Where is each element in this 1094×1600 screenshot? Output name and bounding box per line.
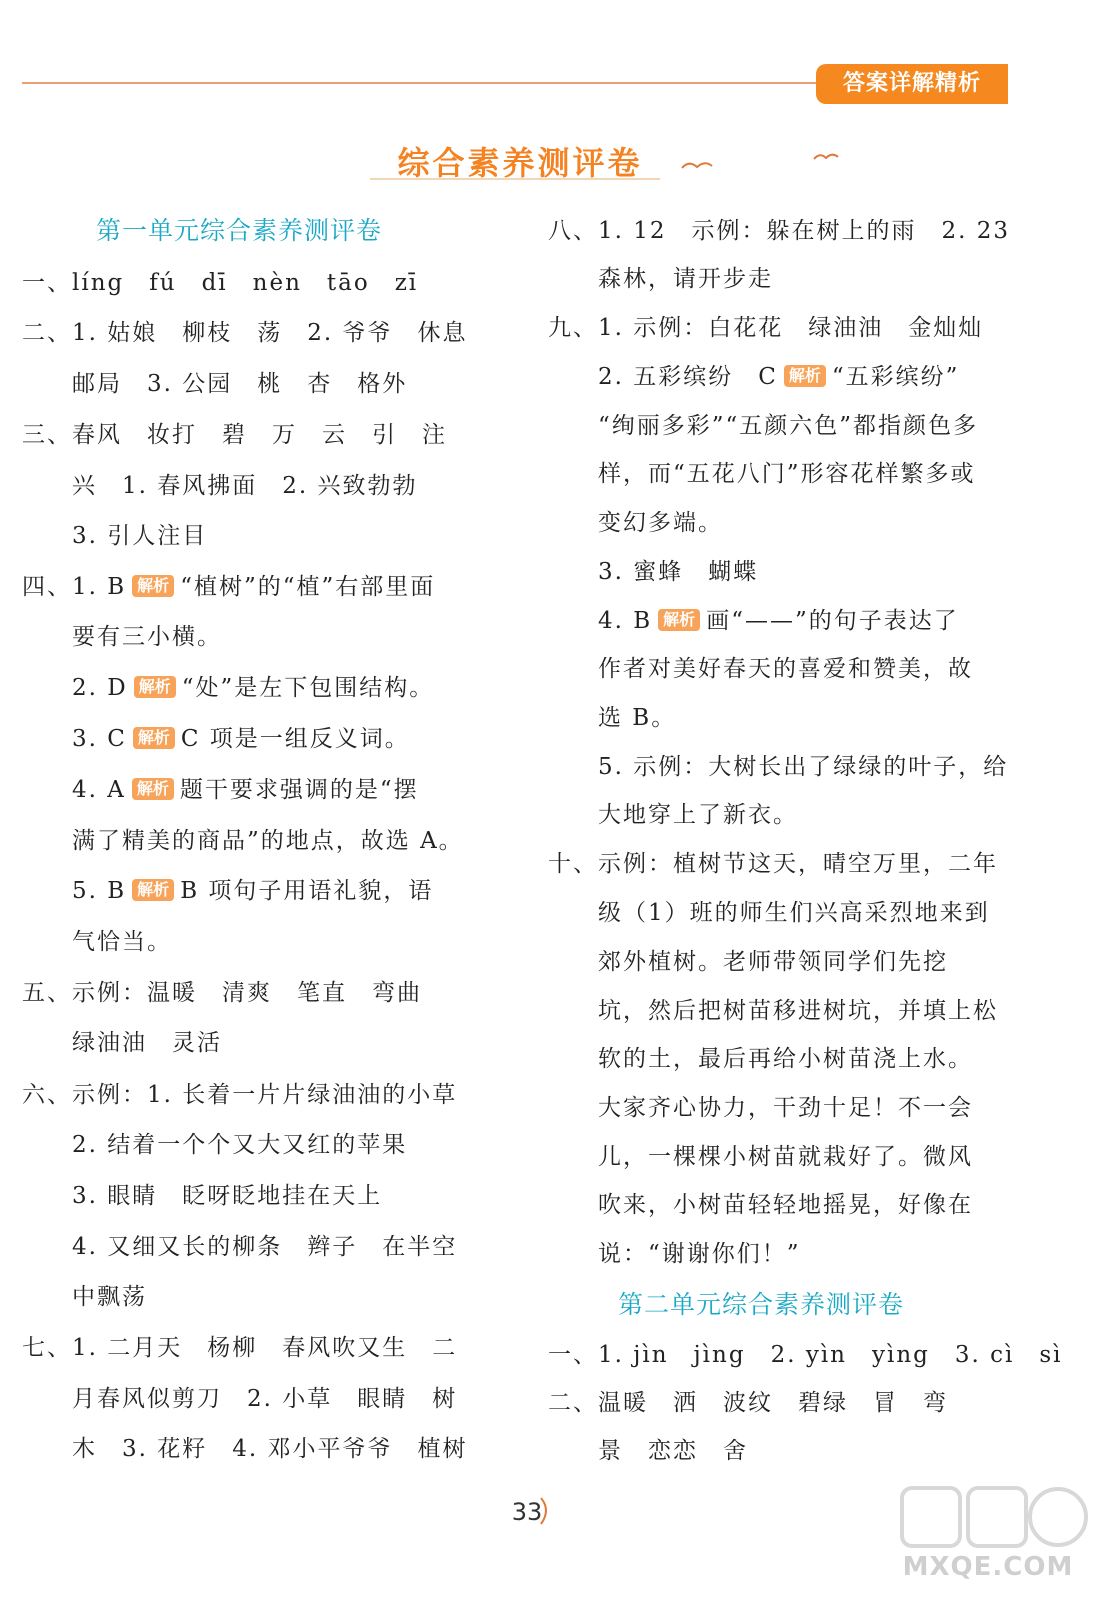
answer-line: [22, 570, 435, 604]
answer-line: [72, 671, 434, 705]
answer-line: 森林，请开步走: [598, 266, 773, 292]
answer-text: 2. D: [72, 675, 128, 701]
analysis-text: C 项是一组反义词。: [180, 726, 410, 752]
answer-line: 级（1）班的师生们兴高采烈地来到: [598, 900, 990, 926]
answer-line: 二、1. 姑娘 柳枝 荡 2. 爷爷 休息: [22, 320, 468, 346]
answer-line: 3. 眼睛 眨呀眨地挂在天上: [72, 1183, 383, 1209]
answer-line: [72, 722, 410, 756]
answer-line: 样，而“五花八门”形容花样繁多或: [598, 461, 976, 487]
answer-line: 吹来，小树苗轻轻地摇晃，好像在: [598, 1192, 973, 1218]
analysis-text: 画“——”的句子表达了: [706, 608, 959, 634]
answer-line: 5. 示例：大树长出了绿绿的叶子，给: [598, 754, 1009, 780]
answer-line: 邮局 3. 公园 桃 杏 格外: [72, 371, 408, 397]
answer-banner: 答案详解精析: [816, 64, 1008, 104]
answer-line: 3. 蜜蜂 蝴蝶: [598, 559, 759, 585]
answer-line: [598, 360, 959, 394]
answer-line: 二、温暖 洒 波纹 碧绿 冒 弯: [548, 1390, 948, 1416]
answer-line: [72, 773, 419, 807]
answer-line: 十、示例：植树节这天，晴空万里，二年: [548, 851, 998, 877]
answer-line: 八、1. 12 示例：躲在树上的雨 2. 23: [548, 218, 1011, 244]
section-title-unit-1: 第一单元综合素养测评卷: [96, 216, 383, 245]
analysis-tag: 解析: [784, 365, 826, 387]
answer-line: 月春风似剪刀 2. 小草 眼睛 树: [72, 1386, 458, 1412]
analysis-tag: 解析: [132, 575, 174, 597]
answer-line: 五、示例：温暖 清爽 笔直 弯曲: [22, 980, 422, 1006]
answer-text: 四、1. B: [22, 574, 127, 600]
answer-text: 4. A: [72, 777, 126, 803]
analysis-tag: 解析: [658, 609, 700, 631]
header-rule: [22, 82, 832, 84]
answer-line: 说：“谢谢你们！”: [598, 1241, 801, 1267]
answer-line: 六、示例：1. 长着一片片绿油油的小草: [22, 1082, 458, 1108]
answer-line: 中飘荡: [72, 1284, 147, 1310]
analysis-text: B 项句子用语礼貌，语: [180, 878, 434, 904]
answer-line: 儿，一棵棵小树苗就栽好了。微风: [598, 1144, 973, 1170]
analysis-tag: 解析: [134, 676, 176, 698]
answer-line: 2. 结着一个个又大又红的苹果: [72, 1132, 408, 1158]
page-number: 33: [511, 1498, 543, 1526]
answer-line: 兴 1. 春风拂面 2. 兴致勃勃: [72, 473, 418, 499]
bird-icon: [812, 150, 840, 164]
bird-icon: [680, 158, 714, 174]
answer-line: 绿油油 灵活: [72, 1030, 222, 1056]
answer-line: 大地穿上了新衣。: [598, 802, 798, 828]
page-title: 综合素养测评卷: [397, 144, 643, 182]
analysis-text: “五彩缤纷”: [831, 364, 960, 390]
answer-line: 4. 又细又长的柳条 辫子 在半空: [72, 1234, 458, 1260]
answer-line: 七、1. 二月天 杨柳 春风吹又生 二: [22, 1335, 458, 1361]
analysis-tag: 解析: [132, 778, 174, 800]
watermark-text: MXQE.COM: [902, 1552, 1074, 1582]
answer-line: [72, 874, 433, 908]
answer-line: 一、1. jìn jìng 2. yìn yìng 3. cì sì: [548, 1342, 1063, 1368]
answer-line: “绚丽多彩”“五颜六色”都指颜色多: [598, 413, 979, 439]
answer-text: 4. B: [598, 608, 653, 634]
page-curl-icon: [538, 1496, 552, 1526]
analysis-text: “处”是左下包围结构。: [181, 675, 435, 701]
analysis-text: 题干要求强调的是“摆: [179, 777, 419, 803]
answer-line: 三、春风 妆打 碧 万 云 引 注: [22, 422, 447, 448]
answer-line: 气恰当。: [72, 929, 172, 955]
answer-line: 九、1. 示例：白花花 绿油油 金灿灿: [548, 315, 984, 341]
watermark-logo-icon: [888, 1480, 1088, 1556]
answer-text: 3. C: [72, 726, 127, 752]
answer-line: 景 恋恋 舍: [598, 1438, 748, 1464]
section-title-unit-2: 第二单元综合素养测评卷: [618, 1290, 905, 1319]
answer-text: 2. 五彩缤纷 C: [598, 364, 778, 390]
answer-line: [598, 604, 959, 638]
answer-line: 要有三小横。: [72, 624, 222, 650]
title-underline: [370, 178, 660, 180]
analysis-tag: 解析: [132, 879, 174, 901]
answer-line: 变幻多端。: [598, 510, 723, 536]
answer-line: 作者对美好春天的喜爱和赞美，故: [598, 656, 973, 682]
answer-line: 大家齐心协力，干劲十足！不一会: [598, 1095, 973, 1121]
answer-line: 一、líng fú dī nèn tāo zī: [22, 270, 419, 296]
answer-text: 5. B: [72, 878, 127, 904]
analysis-text: “植树”的“植”右部里面: [180, 574, 436, 600]
answer-line: 坑，然后把树苗移进树坑，并填上松: [598, 998, 998, 1024]
answer-line: 满了精美的商品”的地点，故选 A。: [72, 828, 464, 854]
watermark: [888, 1480, 1088, 1590]
analysis-tag: 解析: [133, 727, 175, 749]
answer-line: 木 3. 花籽 4. 邓小平爷爷 植树: [72, 1436, 468, 1462]
answer-line: 3. 引人注目: [72, 523, 208, 549]
answer-line: 郊外植树。老师带领同学们先挖: [598, 949, 948, 975]
answer-line: 软的土，最后再给小树苗浇上水。: [598, 1046, 973, 1072]
answer-line: 选 B。: [598, 705, 677, 731]
